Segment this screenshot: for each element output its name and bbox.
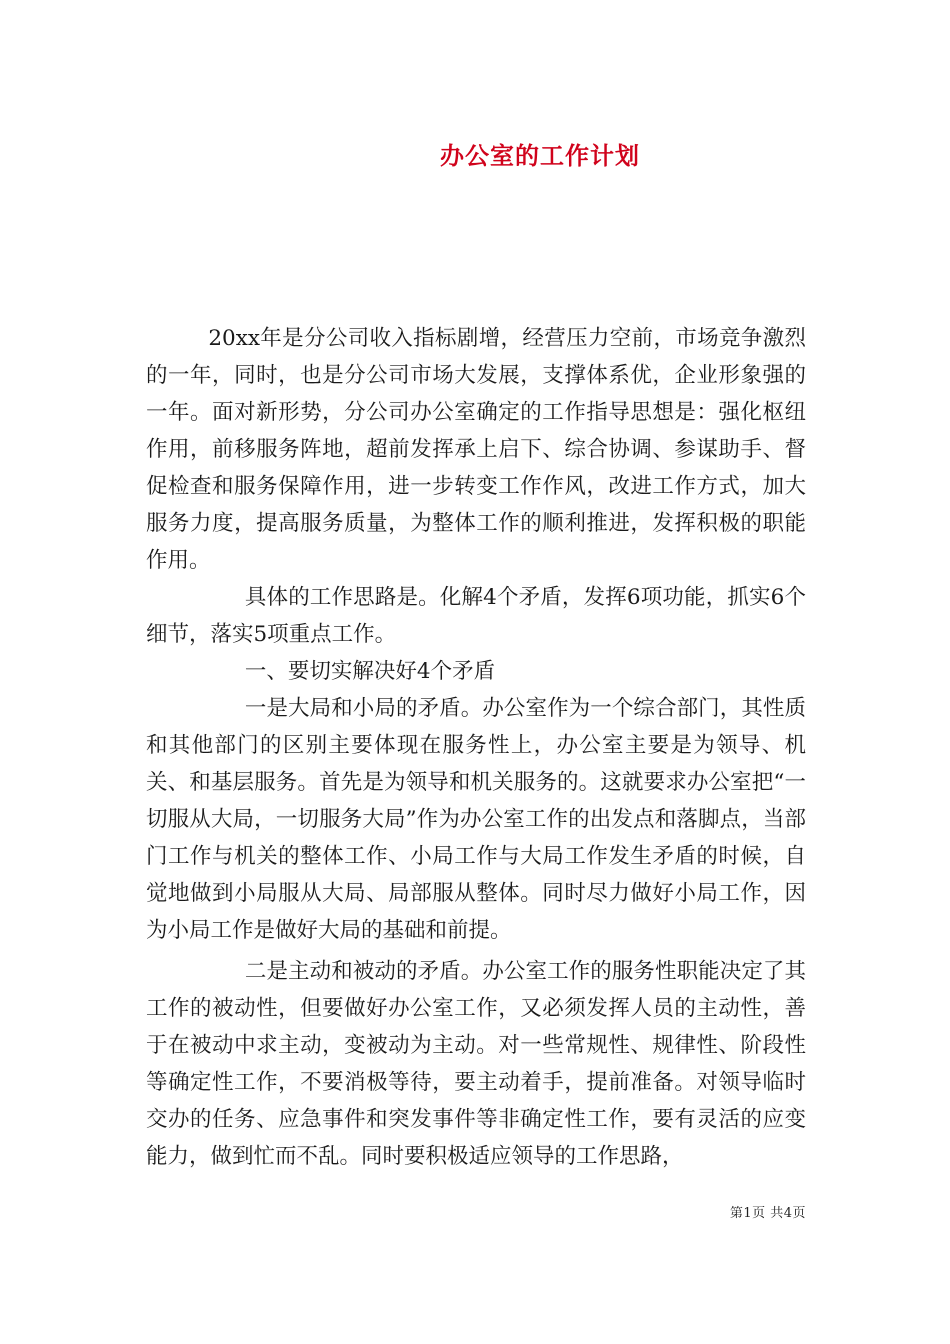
section-heading: 一、要切实解决好4个矛盾 xyxy=(244,659,496,684)
page-number: 第1页 共4页 xyxy=(729,1206,806,1221)
paragraph-contradiction-1: 一是大局和小局的矛盾。办公室作为一个综合部门，其性质和其他部门的区别主要体现在服务性上，办公室主要是为领导、机关、和基层服务。首先是为领导和机关服务的。这就要求办公室把“一切服从大局，一切服务大局”作为办公室工作的出发点和落脚点，当部门工作与机关的整体工作、小局工作与大局工作发生矛盾的时候，自觉地做到小局服从大局、局部服从整体。同时尽力做好小局工作，因为小局工作是做好大局的基础和前提。 xyxy=(146,696,806,943)
document-body xyxy=(146,320,806,1175)
document-title: 办公室的工作计划 xyxy=(440,142,640,170)
paragraph-intro: 20xx年是分公司收入指标剧增，经营压力空前，市场竞争激烈的一年，同时，也是分公司市场大发展，支撑体系优，企业形象强的一年。面对新形势，分公司办公室确定的工作指导思想是：强化枢纽作用，前移服务阵地，超前发挥承上启下、综合协调、参谋助手、督促检查和服务保障作用，进一步转变工作作风，改进工作方式，加大服务力度，提高服务质量，为整体工作的顺利推进，发挥积极的职能作用。 xyxy=(146,326,806,573)
paragraph-contradiction-2: 二是主动和被动的矛盾。办公室工作的服务性职能决定了其工作的被动性，但要做好办公室工作，又必须发挥人员的主动性，善于在被动中求主动，变被动为主动。对一些常规性、规律性、阶段性等确定性工作，不要消极等待，要主动着手，提前准备。对领导临时交办的任务、应急事件和突发事件等非确定性工作，要有灵活的应变能力，做到忙而不乱。同时要积极适应领导的工作思路， xyxy=(146,959,806,1169)
paragraph-approach: 具体的工作思路是。化解4个矛盾，发挥6项功能，抓实6个细节，落实5项重点工作。 xyxy=(146,585,806,647)
